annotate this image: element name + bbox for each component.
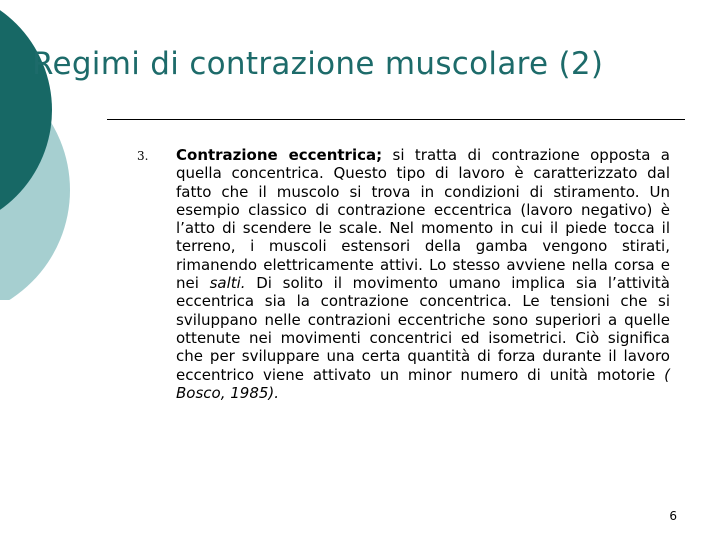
body-text-part1: si tratta di contrazione opposta a quella concentrica. Questo tipo di lavoro è caratterizzato dal fatto che il muscolo si trova in condizioni di stiramento. Un esempio classico di contrazione eccentrica (lavoro negativo) è l’atto di scendere le scale. Nel momento in cui il piede tocca il terreno, i muscoli estensori della gamba vengono stirati, rimanendo elettricamente attivi. Lo stesso avviene nella corsa e nei xyxy=(176,146,671,293)
italic-salti: salti. xyxy=(209,274,246,293)
page-number: 6 xyxy=(669,509,677,523)
body-text-part2: Di solito il movimento umano implica sia l’attività eccentrica sia la contrazione concentrica. Le tensioni che si sviluppano nelle contrazioni eccentriche sono superiori a quelle ottenute nei movimenti concentrici ed isometrici. Ciò significa che per sviluppare una certa quantità di forza durante il lavoro eccentrico viene attivato un minor numero di unità motorie xyxy=(176,274,670,384)
slide-title: Regimi di contrazione muscolare (2) xyxy=(32,46,604,82)
list-number: 3. xyxy=(137,149,149,163)
term-heading: Contrazione eccentrica; xyxy=(176,146,383,164)
decorative-circles xyxy=(0,0,90,300)
citation: ( Bosco, 1985). xyxy=(176,365,670,402)
title-underline xyxy=(107,119,685,120)
body-paragraph xyxy=(176,146,670,402)
